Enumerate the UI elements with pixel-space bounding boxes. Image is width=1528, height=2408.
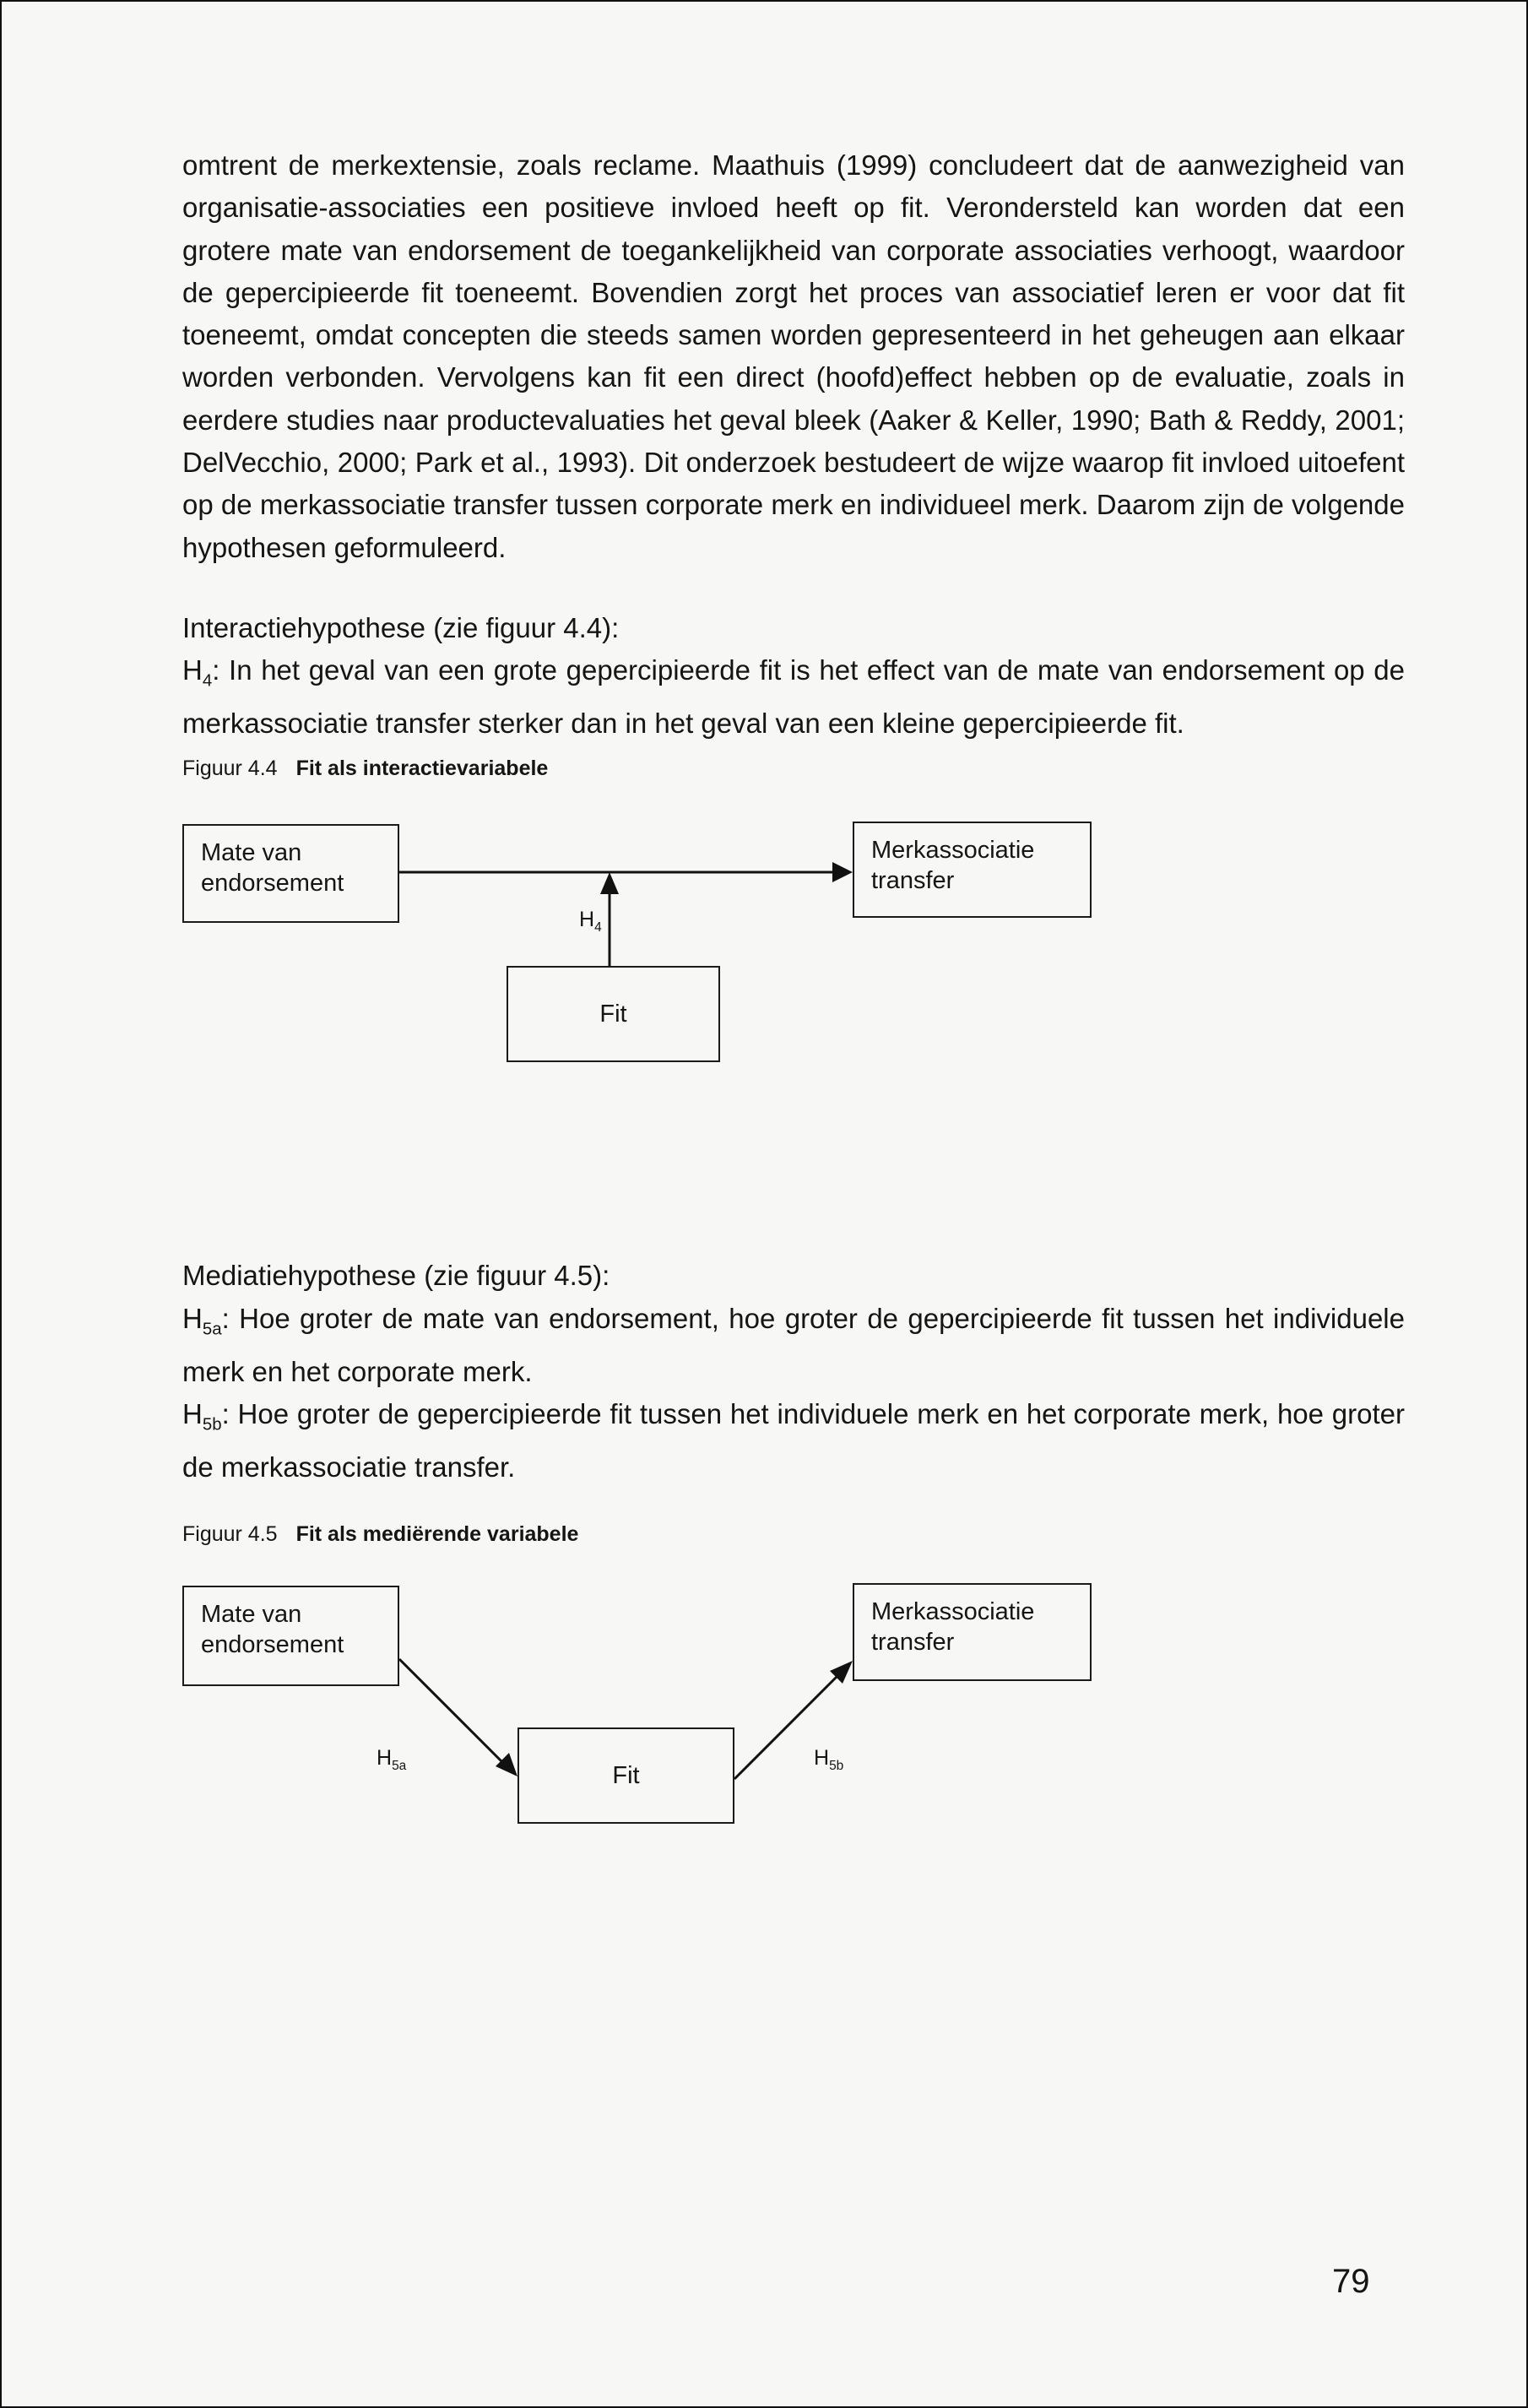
h4-sub: 4 — [202, 670, 213, 691]
box-text: Merkassociatie — [871, 1598, 1035, 1626]
figure-number: Figuur 4.5 — [182, 1522, 278, 1547]
interaction-hypothesis-block — [182, 607, 1405, 745]
box-text: Fit — [599, 1001, 627, 1028]
box-endorsement — [182, 824, 399, 923]
label-h5a — [377, 1746, 406, 1774]
box-fit — [507, 966, 720, 1062]
h5a-sub: 5a — [202, 1319, 222, 1339]
box-text: Merkassociatie — [871, 837, 1035, 865]
h4-text: : In het geval van een grote gepercipieerde fit is het effect van de mate van endorsement op de merkassociatie transfer sterker dan in het geval van een kleine gepercipieerde fit. — [182, 654, 1405, 740]
page-column — [182, 144, 1405, 1830]
interaction-heading: Interactiehypothese (zie figuur 4.4): — [182, 611, 620, 643]
label-h5b — [814, 1746, 843, 1774]
box-endorsement — [182, 1586, 399, 1686]
label-sub: 4 — [594, 920, 602, 936]
h5b-text: : Hoe groter de gepercipieerde fit tussen het individuele merk en het corporate merk, hoe groter de merkassociatie transfer. — [182, 1397, 1405, 1483]
box-text: transfer — [871, 867, 955, 895]
hypothesis-h5a — [182, 1298, 1405, 1393]
figure-title: Fit als mediërende variabele — [295, 1522, 579, 1547]
hypothesis-h5b — [182, 1393, 1405, 1489]
label-text: H — [579, 908, 595, 932]
arrowhead-icon — [496, 1753, 517, 1776]
box-text: endorsement — [201, 870, 344, 898]
h4-label: H — [182, 654, 203, 686]
figure-4-5 — [182, 1522, 1405, 1830]
box-transfer — [853, 1583, 1092, 1681]
mediation-heading: Mediatiehypothese (zie figuur 4.5): — [182, 1260, 610, 1292]
figure-4-4 — [182, 757, 1405, 1069]
label-h4 — [579, 908, 602, 936]
label-text: H — [377, 1746, 393, 1771]
box-text: Mate van — [201, 1601, 302, 1629]
intro-paragraph: omtrent de merkextensie, zoals reclame. Maathuis (1999) concludeert dat de aanwezigheid van organisatie-associaties een positieve invloed heeft op fit. Verondersteld kan worden dat een grotere mate van endorsement de toegankelijkheid van corporate associaties verhoogt, waardoor de gepercipieerde fit toeneemt. Bovendien zorgt het proces van associatief leren er voor dat fit toeneemt, omdat concepten die steeds samen worden gepresenteerd in het geheugen aan elkaar worden verbonden. Vervolgens kan fit een direct (hoofd)effect hebben op de evaluatie, zoals in eerdere studies naar productevaluaties het geval bleek (Aaker & Keller, 1990; Bath & Reddy, 2001; DelVecchio, 2000; Park et al., 1993). Dit onderzoek bestudeert de wijze waarop fit invloed uitoefent op de merkassociatie transfer tussen corporate merk en individueel merk. Daarom zijn de volgende hypothesen geformuleerd. — [182, 149, 1405, 563]
box-transfer — [853, 822, 1092, 918]
arrowhead-icon — [600, 872, 619, 894]
h5b-sub: 5b — [202, 1414, 222, 1434]
h5a-text: : Hoe groter de mate van endorsement, hoe groter de gepercipieerde fit tussen het individuele merk en het corporate merk. — [182, 1302, 1405, 1387]
mediation-hypothesis-block — [182, 1255, 1405, 1489]
h5b-label: H — [182, 1397, 203, 1429]
h5a-label: H — [182, 1302, 203, 1334]
box-fit — [517, 1727, 734, 1824]
page-number: 79 — [1332, 2263, 1370, 2300]
hypothesis-h4 — [182, 649, 1405, 745]
box-text: endorsement — [201, 1631, 344, 1659]
body-text-top — [182, 144, 1405, 569]
arrow-endorsement-to-fit — [399, 1659, 507, 1766]
figure-number: Figuur 4.4 — [182, 757, 278, 781]
box-text: Mate van — [201, 839, 302, 867]
arrowhead-icon — [832, 862, 853, 882]
label-sub: 5b — [829, 1759, 844, 1774]
figure-title: Fit als interactievariabele — [295, 757, 549, 781]
box-text: transfer — [871, 1629, 955, 1657]
label-sub: 5a — [392, 1759, 407, 1774]
box-text: Fit — [612, 1762, 640, 1790]
label-text: H — [814, 1746, 830, 1771]
